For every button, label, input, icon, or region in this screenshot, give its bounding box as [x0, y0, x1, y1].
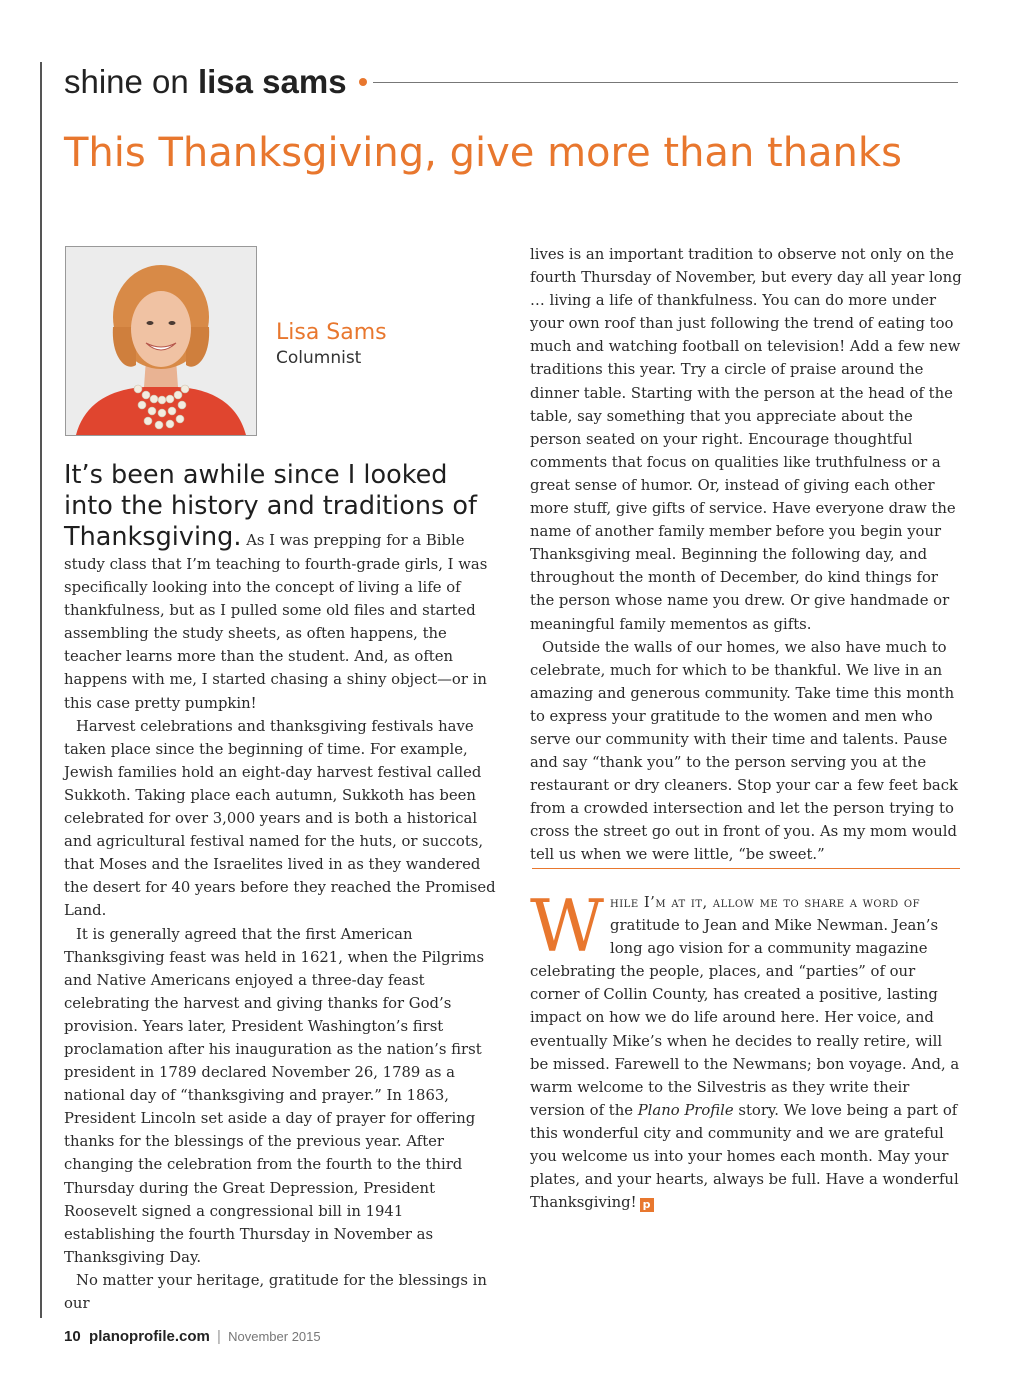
section-header: [64, 60, 958, 104]
closing-text: gratitude to Jean and Mike Newman. Jean’s long ago vision for a community magazine celebrating the people, places, and “parties” of our corner of Collin County, has created a positive, lasting impact on how we do life around here. Her voice, and eventually Mike’s when he decides to really retire, will be missed. Farewell to the Newmans; bon voyage. And, a warm welcome to the Silvestris as they write their version of the: [530, 917, 960, 1119]
margin-rule: [40, 62, 42, 1318]
closing-note: [530, 884, 962, 1214]
accent-dot: [359, 78, 367, 86]
page-footer: [64, 1328, 321, 1345]
article-column-right: [530, 243, 962, 867]
article-paragraph: lives is an important tradition to observe not only on the fourth Thursday of November, but every day all year long … living a life of thankfulness. You can do more under your own roof than just following the trend of eating too much and watching football on television! Add a few new traditions this year. Try a circle of praise around the dinner table. Starting with the person at the head of the table, say something that you appreciate about the person seated on your right. Encourage thoughtful comments that focus on qualities like truthfulness or a great sense of humor. Or, instead of giving each other more stuff, give gifts of service. Have everyone draw the name of another family member before you begin your Thanksgiving meal. Beginning the following day, and throughout the month of December, do kind things for the person whose name you drew. Or give handmade or meaningful family mementos as gifts.: [530, 246, 962, 633]
column-name-light: shine on: [64, 63, 189, 100]
page-number: 10: [64, 1328, 81, 1345]
end-mark-icon: p: [640, 1198, 654, 1212]
article-paragraph: Harvest celebrations and thanksgiving festivals have taken place since the beginning of time. For example, Jewish families hold an eight-day harvest festival called Sukkoth. Taking place each autumn, Sukkoth has been celebrated for over 3,000 years and is both a historical and agricultural festival named for the huts, or succots, that Moses and the Israelites lived in as they wandered the desert for 40 years before they reached the Promised Land.: [64, 717, 496, 920]
column-name: [64, 63, 347, 101]
article-paragraph: [64, 460, 498, 715]
article-column-left: [64, 460, 498, 1315]
header-rule: [373, 82, 958, 83]
site-name: planoprofile.com: [89, 1328, 210, 1345]
author-photo: [65, 246, 257, 436]
article-paragraph: It is generally agreed that the first American Thanksgiving feast was held in 1621, when the Pilgrims and Native Americans enjoyed a three-day feast celebrating the harvest and giving thanks for God’s provision. Years later, President Washington’s first proclamation after his inauguration as the nation’s first president in 1789 declared November 26, 1789 as a national day of “thanksgiving and prayer.” In 1863, President Lincoln set aside a day of prayer for offering thanks for the blessings of the previous year. After changing the celebration from the fourth to the third Thursday during the Great Depression, President Roosevelt signed a congressional bill in 1941 establishing the fourth Thursday in November as Thanksgiving Day.: [64, 925, 485, 1266]
section-divider: [532, 868, 960, 869]
issue-date: November 2015: [228, 1329, 321, 1344]
footer-separator: |: [217, 1328, 221, 1345]
lead-sentence: It’s been awhile since I looked into the history and traditions of Thanksgiving.: [64, 460, 477, 552]
closing-paragraph: [530, 884, 962, 1214]
drop-cap: W: [530, 884, 605, 968]
article-title: This Thanksgiving, give more than thanks: [64, 130, 902, 176]
column-name-bold: lisa sams: [197, 63, 347, 100]
article-paragraph: No matter your heritage, gratitude for the blessings in our: [64, 1271, 487, 1312]
small-caps-opener: hile I’m at it, allow me to share a word of: [610, 894, 921, 911]
article-paragraph: Outside the walls of our homes, we also have much to celebrate, much for which to be thankful. We live in an amazing and generous community. Take time this month to express your gratitude to the women and men who serve our community with their time and talents. Pause and say “thank you” to the person serving you at the restaurant or dry cleaners. Stop your car a few feet back from a crowded intersection and let the person trying to cross the street go out in front of you. As my mom would tell us when we were little, “be sweet.”: [530, 638, 958, 864]
author-name: Lisa Sams: [276, 320, 387, 345]
magazine-title: Plano Profile: [637, 1101, 734, 1119]
paragraph-text: As I was prepping for a Bible study class that I’m teaching to fourth-grade girls, I was specifically looking into the concept of living a life of thankfulness, but as I pulled some old files and started assembling the study sheets, as often happens, the teacher learns more than the student. And, as often happens with me, I started chasing a shiny object—or in this case pretty pumpkin!: [64, 532, 488, 712]
closing-text: story. We love being a part of this wonderful city and community and we are grateful you welcome us into your homes each month. May your plates, and your hearts, always be full. Have a wonderful Thanksgiving!: [530, 1101, 959, 1212]
author-role: Columnist: [276, 348, 362, 368]
